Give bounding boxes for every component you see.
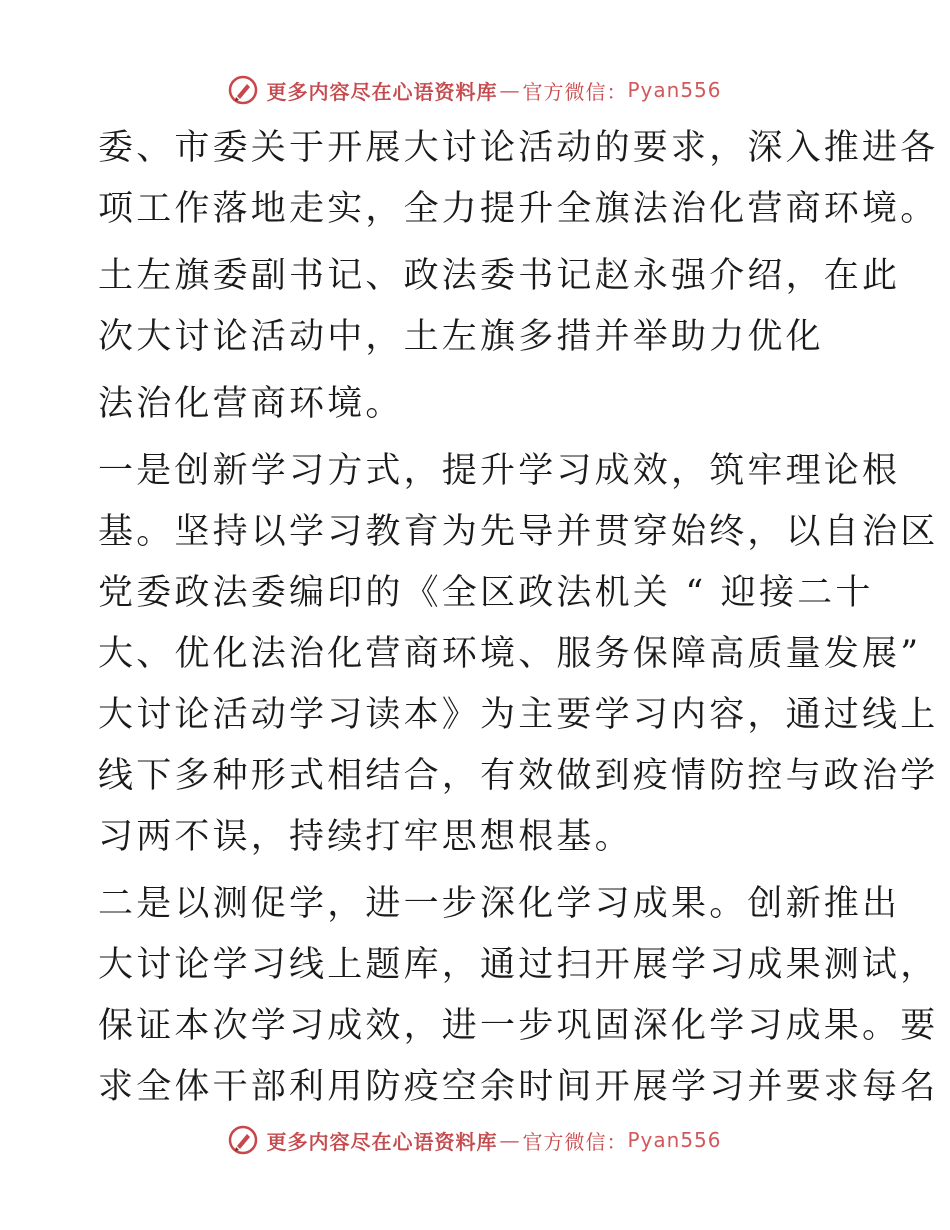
text-line: 次大讨论活动中，土左旗多措并举助力优化 <box>98 317 824 357</box>
text-line: 土左旗委副书记、政法委书记赵永强介绍，在此 <box>98 256 901 296</box>
watermark-main-text: 更多内容尽在心语资料库 <box>266 79 498 104</box>
pen-logo-icon <box>228 75 258 105</box>
text-line: 法治化营商环境。 <box>98 384 404 424</box>
paragraph-1 <box>98 118 939 240</box>
paragraph-3 <box>98 374 858 435</box>
text-line: 保证本次学习成效，进一步巩固深化学习成果。要 <box>98 1006 939 1046</box>
header-watermark <box>0 70 950 110</box>
watermark-wechat-id: Pyan556 <box>627 1128 722 1152</box>
text-line: 党委政法委编印的《全区政法机关 “ 迎接二十 <box>98 573 874 613</box>
text-line: 大、优化法治化营商环境、服务保障高质量发展” <box>98 634 922 674</box>
watermark-wechat-label: 官方微信： <box>522 1129 628 1154</box>
text-line: 大讨论活动学习读本》为主要学习内容，通过线上 <box>98 695 939 735</box>
text-line: 习两不误，持续打牢思想根基。 <box>98 817 633 857</box>
pen-logo-icon <box>228 1125 258 1155</box>
text-line: 线下多种形式相结合，有效做到疫情防控与政治学 <box>98 756 939 796</box>
paragraph-4 <box>98 441 939 868</box>
watermark-wechat-id: Pyan556 <box>627 78 722 102</box>
watermark-dash: — <box>499 1128 521 1152</box>
document-body <box>98 118 939 1124</box>
text-line: 一是创新学习方式，提升学习成效，筑牢理论根 <box>98 451 901 491</box>
text-line: 基。坚持以学习教育为先导并贯穿始终，以自治区 <box>98 512 939 552</box>
footer-watermark <box>0 1120 950 1160</box>
watermark-main-text: 更多内容尽在心语资料库 <box>266 1129 498 1154</box>
paragraph-2 <box>98 246 901 368</box>
text-line: 二是以测促学，进一步深化学习成果。创新推出 <box>98 884 901 924</box>
text-line: 委、市委关于开展大讨论活动的要求，深入推进各 <box>98 128 939 168</box>
watermark-dash: — <box>499 78 521 102</box>
text-line: 大讨论学习线上题库，通过扫开展学习成果测试， <box>98 945 939 985</box>
watermark-wechat-label: 官方微信： <box>522 79 628 104</box>
text-line: 项工作落地走实，全力提升全旗法治化营商环境。 <box>98 189 939 229</box>
paragraph-5 <box>98 874 939 1118</box>
text-line: 求全体干部利用防疫空余时间开展学习并要求每名 <box>98 1067 939 1107</box>
